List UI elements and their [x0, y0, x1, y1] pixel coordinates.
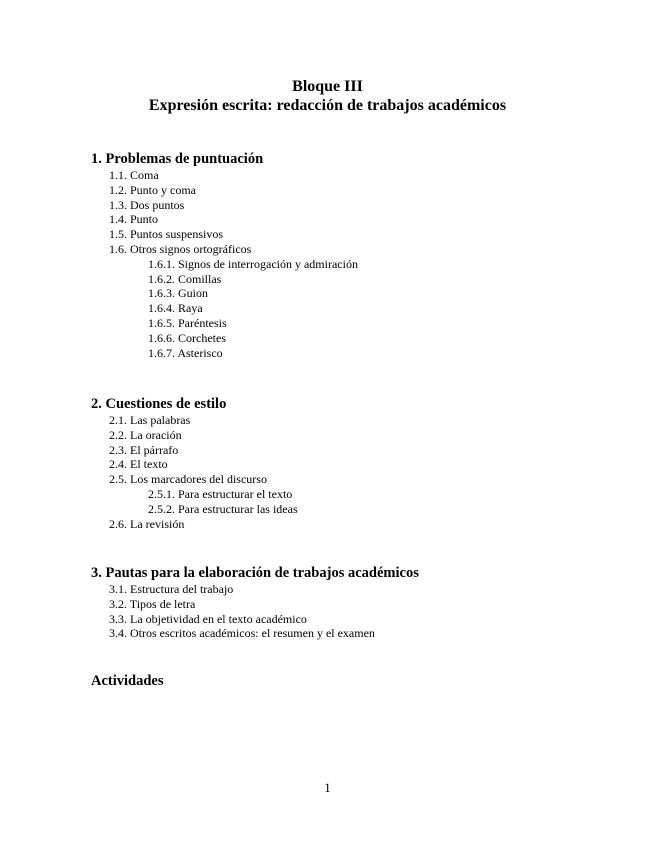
outline-item: 1.4. Punto — [109, 212, 159, 227]
outline-item: 3.1. Estructura del trabajo — [109, 582, 234, 596]
subsection-item: 1.6.5. Paréntesis — [148, 315, 227, 330]
outline-item: 1.3. Dos puntos — [109, 197, 185, 212]
subsection-item: 1.6.4. Raya — [148, 301, 203, 316]
subsection-item: 1.6.1. Signos de interrogación y admiración — [148, 256, 358, 271]
subsection-item: 2.5.2. Para estructurar las ideas — [148, 501, 298, 516]
section-style — [91, 395, 631, 531]
document-title: Bloque III — [292, 78, 363, 95]
subsection-item: 1.6.3. Guion — [148, 286, 208, 301]
section-heading: 1. Problemas de puntuación — [91, 151, 264, 167]
subsection-item: 1.6.2. Comillas — [148, 271, 222, 286]
outline-item: 2.6. La revisión — [109, 516, 185, 531]
outline-item: 2.5. Los marcadores del discurso — [109, 472, 267, 487]
outline-item: 2.2. La oración — [109, 427, 182, 442]
outline-item: 3.3. La objetividad en el texto académico — [109, 611, 307, 626]
outline-item: 3.2. Tipos de letra — [109, 596, 196, 611]
document-subtitle: Expresión escrita: redacción de trabajos académicos — [148, 97, 507, 114]
outline-item: 1.1. Coma — [109, 168, 159, 182]
section-heading: 2. Cuestiones de estilo — [91, 396, 227, 412]
outline-item: 2.4. El texto — [109, 457, 168, 472]
outline-item: 2.1. Las palabras — [109, 413, 191, 427]
section-items — [91, 168, 631, 360]
subsection-item: 1.6.6. Corchetes — [148, 330, 226, 345]
section-punctuation — [91, 150, 631, 360]
outline-item: 1.5. Puntos suspensivos — [109, 227, 224, 242]
page-number: 1 — [324, 780, 331, 795]
section-items — [91, 413, 631, 531]
section-academic-guidelines — [91, 564, 631, 641]
activities-heading: Actividades — [91, 673, 164, 689]
section-heading: 3. Pautas para la elaboración de trabajos académicos — [91, 565, 419, 581]
outline-item: 2.3. El párrafo — [109, 442, 179, 457]
section-items — [91, 582, 631, 641]
subsection-item: 1.6.7. Asterisco — [148, 345, 223, 360]
outline-item: 1.6. Otros signos ortográficos — [109, 241, 252, 256]
outline-item: 3.4. Otros escritos académicos: el resumen y el examen — [109, 626, 375, 641]
subsection-item: 2.5.1. Para estructurar el texto — [148, 486, 293, 501]
outline-item: 1.2. Punto y coma — [109, 182, 196, 197]
